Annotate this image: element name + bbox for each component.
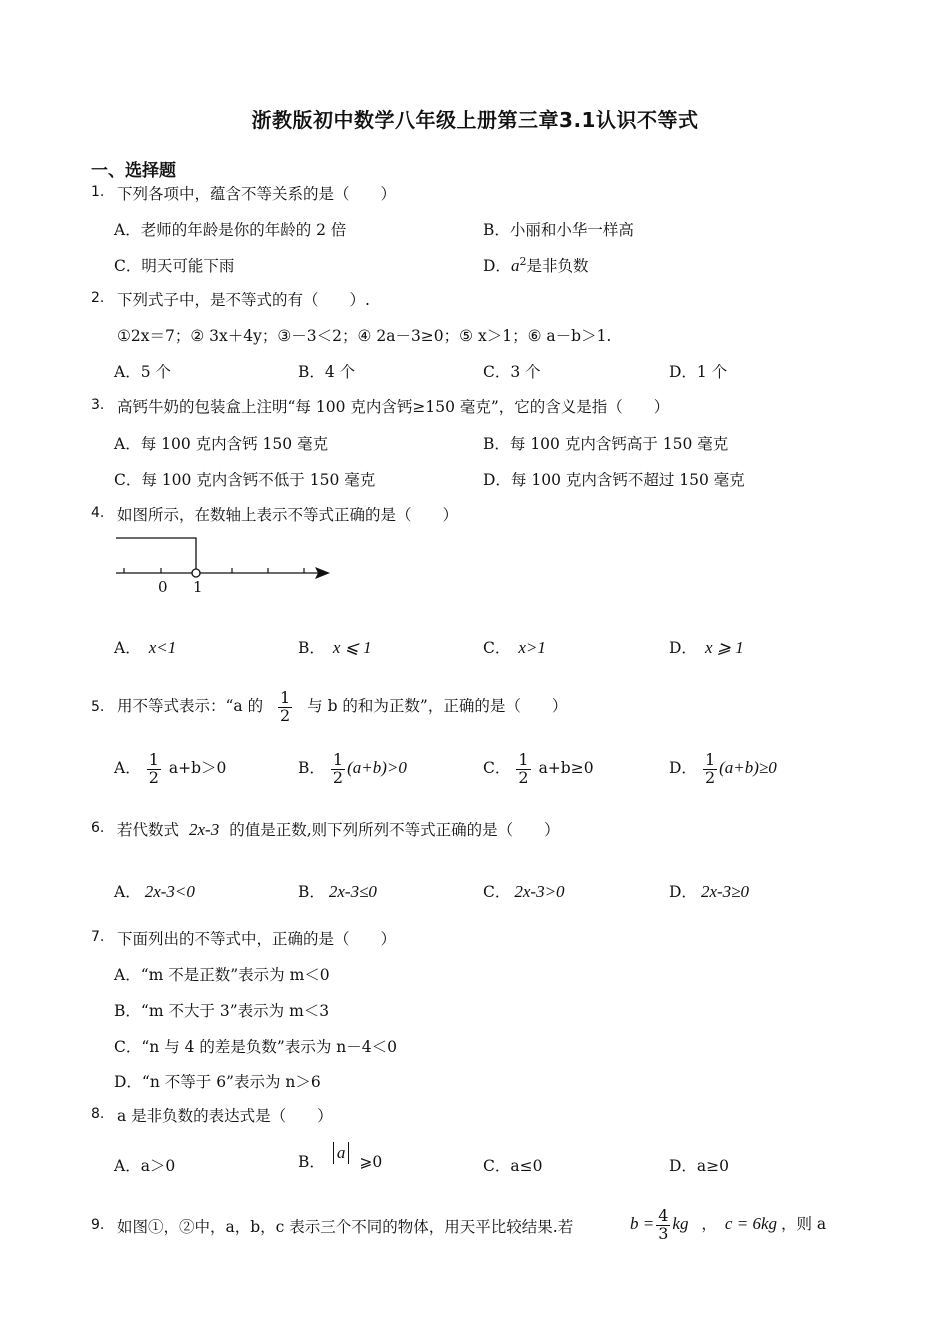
- question-number: 3.: [91, 397, 105, 413]
- question-number: 5.: [91, 699, 105, 715]
- question-stem: 如图所示，在数轴上表示不等式正确的是（ ）: [117, 506, 459, 524]
- option-b: B． 2x-3≤0: [298, 882, 377, 901]
- option-d: D．1 个: [669, 363, 728, 381]
- question-stem-start: 如图①，②中，a，b，c 表示三个不同的物体，用天平比较结果.若: [117, 1218, 574, 1236]
- question-stem: 用不等式表示：“a 的 $\frac{1}{2}$ 与 b 的和为正数”，正确的是（ ）: [117, 687, 568, 725]
- question-number: 9.: [91, 1217, 105, 1233]
- option-b: B．“m 不大于 3”表示为 m＜3: [114, 1002, 330, 1020]
- question-number: 4.: [91, 505, 105, 521]
- option-d: D． $\frac{1}{2}$ (a+b)≥0: [669, 749, 777, 787]
- option-b: B．小丽和小华一样高: [483, 221, 634, 239]
- option-a: A． x<1: [114, 638, 177, 657]
- question-stem: a 是非负数的表达式是（ ）: [117, 1107, 333, 1125]
- option-d: D．$a^2$是非负数: [483, 254, 589, 275]
- question-number: 1.: [91, 184, 105, 200]
- option-b: B．每 100 克内含钙高于 150 毫克: [483, 435, 729, 453]
- question-number: 7.: [91, 929, 105, 945]
- option-a: A．“m 不是正数”表示为 m＜0: [114, 966, 330, 984]
- question-stem: 若代数式 2x-3 的值是正数,则下列所列不等式正确的是（ ）: [117, 820, 560, 839]
- section-heading: 一、选择题: [91, 161, 176, 181]
- option-b: B． $\frac{1}{2}$ (a+b)>0: [298, 749, 407, 787]
- option-b: B．4 个: [298, 363, 356, 381]
- tick-label-0: 0: [158, 578, 168, 596]
- number-line-figure: [108, 530, 338, 600]
- option-d: D．“n 不等于 6”表示为 n＞6: [114, 1073, 321, 1091]
- option-a: A．a＞0: [114, 1157, 176, 1175]
- option-c: C．a≤0: [483, 1157, 543, 1175]
- option-c: C．每 100 克内含钙不低于 150 毫克: [114, 471, 376, 489]
- option-c: C． 2x-3>0: [483, 882, 565, 901]
- option-c: C．3 个: [483, 363, 541, 381]
- option-d: D．每 100 克内含钙不超过 150 毫克: [483, 471, 745, 489]
- option-a: A． $\frac{1}{2}$ a+b＞0: [114, 749, 227, 787]
- option-b: B． x ⩽ 1: [298, 638, 372, 657]
- option-a: A．5 个: [114, 363, 171, 381]
- tick-label-1: 1: [193, 578, 203, 596]
- option-c: C． $\frac{1}{2}$ a+b≥0: [483, 749, 594, 787]
- option-a: A．每 100 克内含钙 150 毫克: [114, 435, 329, 453]
- option-c: C．明天可能下雨: [114, 257, 235, 275]
- fraction-one-half: $\frac{1}{2}$: [280, 687, 291, 725]
- option-d: D．a≥0: [669, 1157, 730, 1175]
- question-stem: 高钙牛奶的包装盒上注明“每 100 克内含钙≥150 毫克”，它的含义是指（ ）: [117, 398, 670, 416]
- option-a: A． 2x-3<0: [114, 882, 195, 901]
- question-number: 8.: [91, 1106, 105, 1122]
- question-stem: 下面列出的不等式中，正确的是（ ）: [117, 930, 397, 948]
- option-c: C．“n 与 4 的差是负数”表示为 n－4＜0: [114, 1038, 397, 1056]
- page-title: 浙教版初中数学八年级上册第三章3.1认识不等式: [251, 108, 699, 132]
- option-c: C． x>1: [483, 638, 546, 657]
- question-stem-math: b = $\frac{4}{3}$ kg ， c = 6kg ，则 a: [630, 1205, 827, 1243]
- option-d: D． 2x-3≥0: [669, 882, 749, 901]
- question-stem: 下列各项中，蕴含不等关系的是（ ）: [117, 185, 397, 203]
- option-a: A．老师的年龄是你的年龄的 2 倍: [114, 221, 347, 239]
- option-b: B． a ⩾0: [298, 1143, 383, 1171]
- expression-list: ①2x＝7；② 3x＋4y；③－3＜2；④ 2a－3≥0；⑤ x＞1；⑥ a－b＞1.: [117, 327, 612, 345]
- question-number: 2.: [91, 290, 105, 306]
- option-d: D． x ⩾ 1: [669, 638, 744, 657]
- question-stem: 下列式子中，是不等式的有（ ）.: [117, 291, 370, 309]
- question-number: 6.: [91, 820, 105, 836]
